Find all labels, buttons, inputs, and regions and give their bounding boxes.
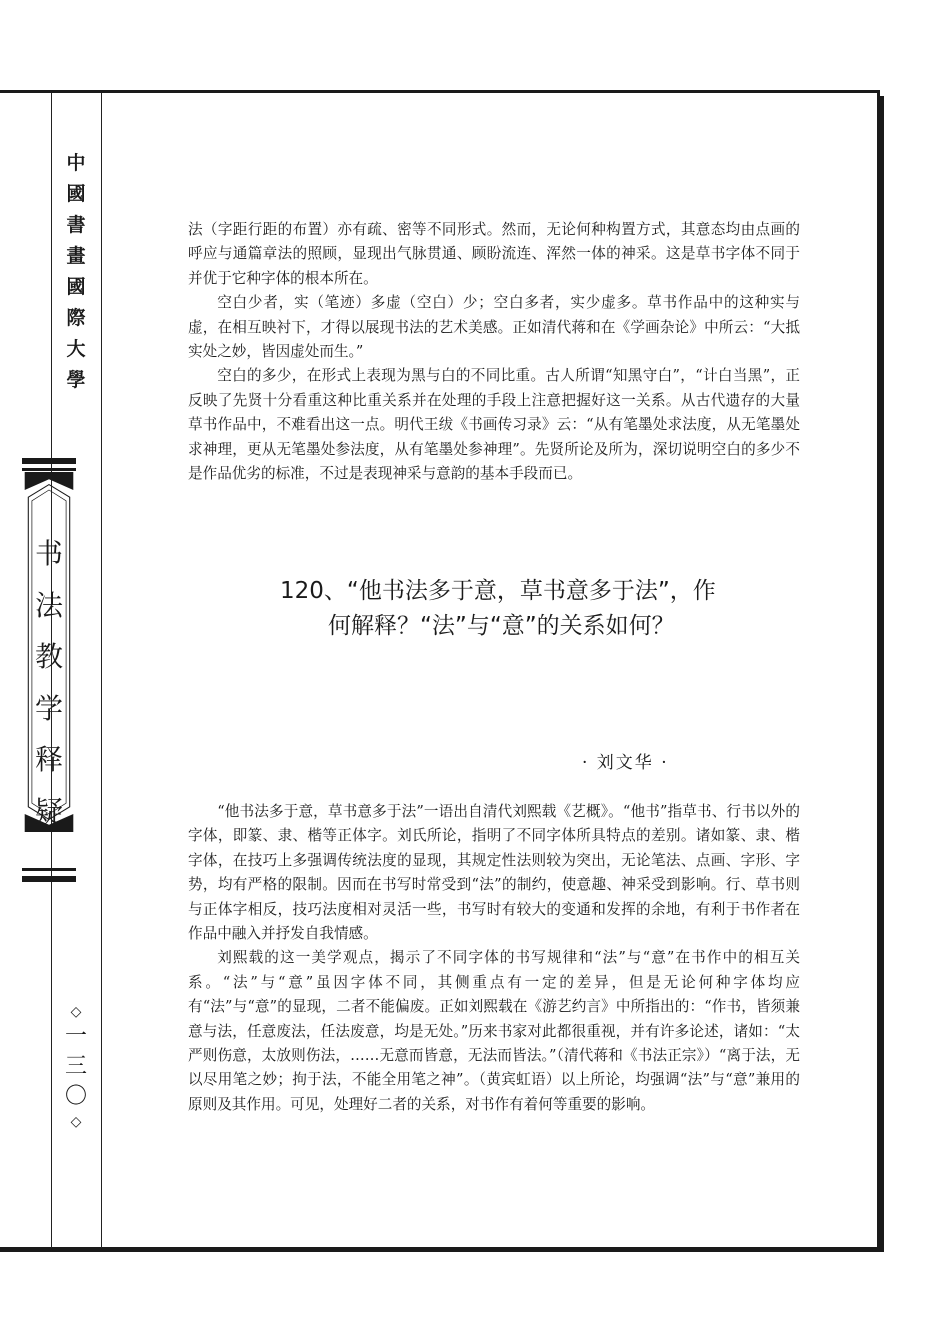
page-number-char: 一 xyxy=(64,1024,87,1049)
series-title-char: 學 xyxy=(66,369,86,391)
series-title-char: 畫 xyxy=(66,245,86,267)
tab-band-bottom xyxy=(22,876,76,882)
answer-text xyxy=(188,800,800,1117)
page-number-char: 三 xyxy=(64,1054,87,1079)
book-title-char: 法 xyxy=(34,588,63,622)
series-title-char: 國 xyxy=(66,276,86,298)
paragraph: “他书法多于意，草书意多于法”一语出自清代刘熙载《艺概》。“他书”指草书、行书以外的字体，即篆、隶、楷等正体字。刘氏所论，指明了不同字体所具特点的差别。诸如篆、隶、楷字体，在技巧上多强调传统法度的显现，其规定性法则较为突出，无论笔法、点画、字形、字势，均有严格的限制。因而在书写时常受到“法”的制约，使意趣、神采受到影响。行、草书则与正体字相反，技巧法度相对灵活一些，书写时有较大的变通和发挥的余地，有利于书作者在作品中融入并抒发自我情感。 xyxy=(188,803,800,943)
paragraph: 空白少者，实（笔迹）多虚（空白）少；空白多者，实少虚多。草书作品中的这种实与虚，在相互映衬下，才得以展现书法的艺术美感。正如清代蒋和在《学画杂论》中所云：“大抵实处之妙，皆因虚处而生。” xyxy=(188,294,800,361)
paragraph: 法（字距行距的布置）亦有疏、密等不同形式。然而，无论何种构置方式，其意态均由点画的呼应与通篇章法的照顾，显现出气脉贯通、顾盼流连、浑然一体的神采。这是草书字体不同于并优于它种字体的根本所在。 xyxy=(188,221,800,287)
tab-band-bottom-thin xyxy=(22,868,76,871)
page-number-char: 〇 xyxy=(64,1084,87,1109)
book-title-char: 学 xyxy=(34,691,63,725)
page-number xyxy=(60,1002,92,1132)
intro-text xyxy=(188,218,800,486)
diamond-icon: ◇ xyxy=(70,1004,82,1020)
tab-band-top xyxy=(22,458,76,464)
series-title-char: 中 xyxy=(66,152,86,174)
question-title xyxy=(280,574,800,644)
series-title-char: 書 xyxy=(66,214,86,236)
series-title-char: 際 xyxy=(66,307,86,329)
question-title-line: 何解释？“法”与“意”的关系如何？ xyxy=(328,613,675,639)
tab-band-top-thin xyxy=(22,468,76,471)
author-byline: · 刘文华 · xyxy=(582,753,669,773)
book-title-char: 教 xyxy=(34,640,63,673)
diamond-icon: ◇ xyxy=(70,1114,82,1130)
series-title-char: 國 xyxy=(66,183,86,205)
question-title-line: 120、“他书法多于意，草书意多于法”，作 xyxy=(280,578,716,604)
book-title xyxy=(28,528,70,837)
sidebar-rule-right xyxy=(101,93,102,1248)
series-title xyxy=(60,148,92,396)
frame-shadow-bottom xyxy=(0,1248,884,1252)
paragraph: 空白的多少，在形式上表现为黑与白的不同比重。古人所谓“知黑守白”，“计白当黑”，正反映了先贤十分看重这种比重关系并在处理的手段上注意把握好这一关系。从古代遗存的大量草书作品中，不难看出这一点。明代王绂《书画传习录》云：“从有笔墨处求法度，从无笔墨处求神理，更从无笔墨处参法度，从有笔墨处参神理”。先贤所论及所为，深切说明空白的多少不是作品优劣的标准，不过是表现神采与意韵的基本手段而已。 xyxy=(188,367,800,483)
frame-shadow-right xyxy=(880,96,884,1252)
book-title-char: 释 xyxy=(34,743,63,776)
paragraph: 刘熙载的这一美学观点，揭示了不同字体的书写规律和“法”与“意”在书作中的相互关系。“法”与“意”虽因字体不同，其侧重点有一定的差异，但是无论何种字体均应有“法”与“意”的显现，二者不能偏废。正如刘熙载在《游艺约言》中所指出的：“作书，皆须兼意与法，任意废法，任法废意，均是无处。”历来书家对此都很重视，并有许多论述，诸如：“太严则伤意，太放则伤法，……无意而皆意，无法而皆法。”（清代蒋和《书法正宗》）“离于法，无以尽用笔之妙；拘于法，不能全用笔之神”。（黄宾虹语）以上所论，均强调“法”与“意”兼用的原则及其作用。可见，处理好二者的关系，对书作有着何等重要的影响。 xyxy=(188,949,800,1113)
book-title-char: 书 xyxy=(34,537,63,570)
book-title-char: 疑 xyxy=(34,794,63,828)
series-title-char: 大 xyxy=(66,338,86,360)
